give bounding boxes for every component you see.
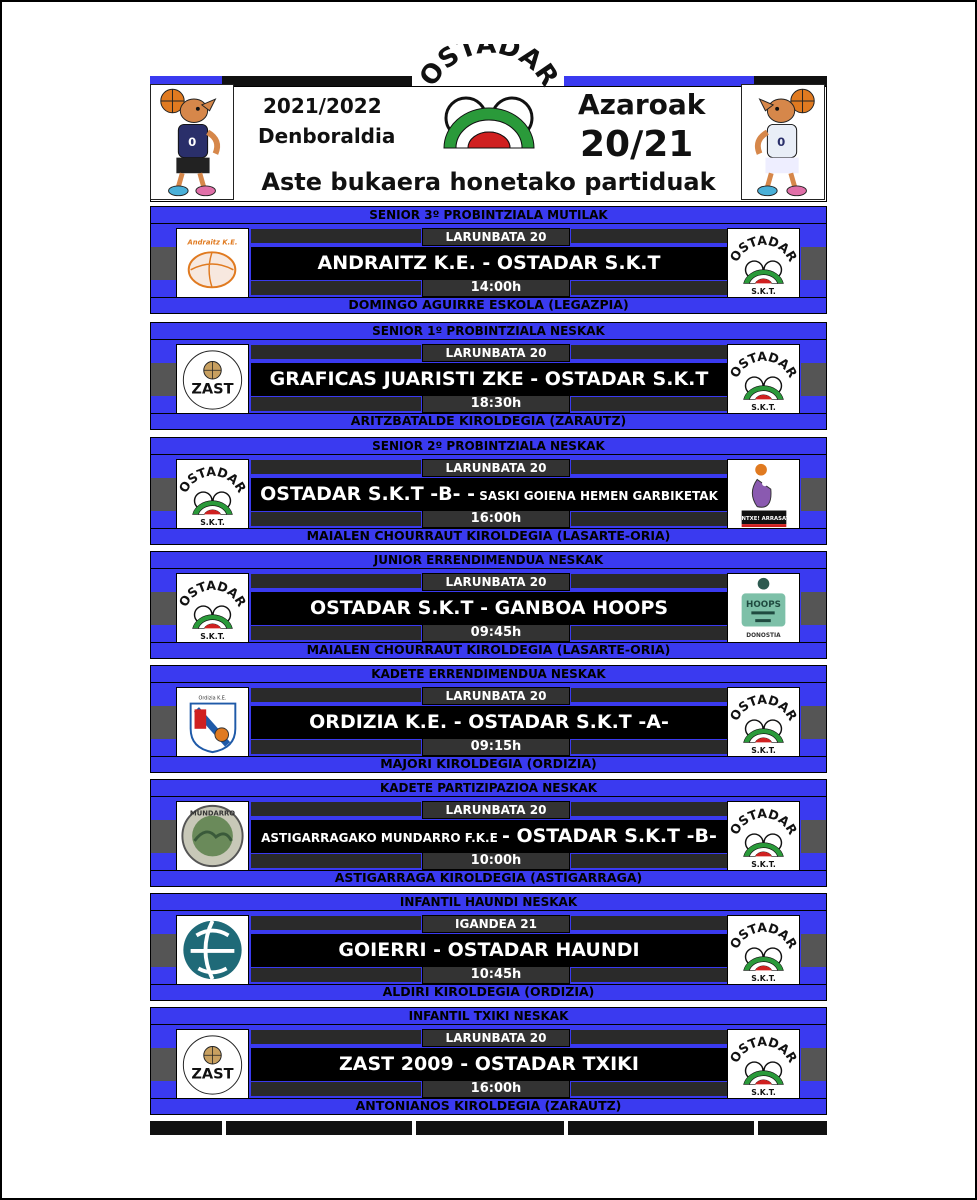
ostadar-badge-text: OSTADAR [728, 348, 799, 381]
time-label: 16:00h [422, 1080, 570, 1098]
top-stripe [222, 76, 412, 86]
season-sub-label: Denboraldia [258, 124, 396, 148]
category-bar [151, 1008, 826, 1025]
bottom-stripe [416, 1121, 564, 1135]
ostadar-main-logo [414, 44, 564, 156]
lane-stripe [571, 281, 727, 295]
day-label: IGANDEA 21 [422, 915, 570, 933]
bottom-stripe [150, 1121, 222, 1135]
match-bar [251, 820, 727, 853]
lane-stripe [571, 397, 727, 411]
ostadar-logo [727, 1029, 800, 1099]
side-band [801, 592, 826, 625]
category-bar [151, 894, 826, 911]
match-title: OSTADAR S.K.T - GANBOA HOOPS [309, 597, 669, 619]
venue-label: ARITZBATALDE KIROLDEGIA (ZARAUTZ) [350, 413, 627, 428]
lane-stripe [251, 740, 421, 754]
lane-stripe [251, 854, 421, 868]
ostadar-badge-sub: S.K.T. [751, 746, 776, 756]
category-bar [151, 207, 826, 224]
day-label: LARUNBATA 20 [422, 344, 570, 362]
venue-label: MAJORI KIROLDEGIA (ORDIZIA) [380, 756, 597, 771]
venue-label: DOMINGO AGUIRRE ESKOLA (LEGAZPIA) [348, 297, 629, 312]
venue-bar [151, 528, 826, 544]
side-band [151, 934, 176, 967]
side-band [801, 1048, 826, 1081]
bottom-stripe [226, 1121, 412, 1135]
venue-bar [151, 413, 826, 429]
side-band [801, 478, 826, 511]
lane-stripe [571, 1030, 727, 1044]
svg-text:OSTADAR [728, 806, 799, 838]
lane-stripe [571, 512, 727, 526]
lane-stripe [251, 1030, 421, 1044]
match-bar [251, 247, 727, 280]
zast-logo-text: ZAST [191, 380, 234, 398]
ostadar-badge-text: OSTADAR [728, 805, 799, 838]
ostadar-badge-sub: S.K.T. [751, 860, 776, 870]
lane-stripe [251, 229, 421, 243]
ostadar-logo [176, 573, 249, 643]
match-block [150, 1007, 827, 1115]
category-label: INFANTIL TXIKI NESKAK [408, 1009, 569, 1023]
lane-stripe [251, 916, 421, 930]
ostadar-badge-text: OSTADAR [728, 691, 799, 724]
match-bar [251, 706, 727, 739]
ostadar-badge-sub: S.K.T. [200, 632, 225, 642]
lane-stripe [571, 916, 727, 930]
match-bar [251, 934, 727, 967]
svg-text:0: 0 [188, 134, 197, 149]
time-label: 14:00h [422, 279, 570, 297]
side-band [801, 363, 826, 396]
lane-stripe [251, 574, 421, 588]
side-band [151, 478, 176, 511]
lane-stripe [251, 626, 421, 640]
bottom-stripe [758, 1121, 827, 1135]
lane-stripe [571, 1082, 727, 1096]
category-bar [151, 552, 826, 569]
lane-stripe [571, 688, 727, 702]
ostadar-badge-sub: S.K.T. [751, 974, 776, 984]
match-bar [251, 363, 727, 396]
time-label: 16:00h [422, 510, 570, 528]
lane-stripe [251, 688, 421, 702]
lane-stripe [571, 345, 727, 359]
ostadar-logo [727, 801, 800, 871]
svg-text:OSTADAR [728, 920, 799, 952]
category-label: JUNIOR ERRENDIMENDUA NESKAK [373, 553, 604, 567]
category-bar [151, 666, 826, 683]
ostadar-badge-text: OSTADAR [728, 919, 799, 952]
match-bar [251, 1048, 727, 1081]
ostadar-badge-sub: S.K.T. [751, 287, 776, 297]
lane-stripe [571, 229, 727, 243]
svg-text:OSTADAR [728, 692, 799, 724]
match-title: ORDIZIA K.E. - OSTADAR S.K.T -A- [309, 711, 669, 733]
category-label: SENIOR 2º PROBINTZIALA NESKAK [372, 439, 605, 453]
mundarro-logo-text: MUNDARRO [189, 809, 236, 818]
zast-logo [176, 1029, 249, 1099]
match-block [150, 437, 827, 545]
lane-stripe [251, 281, 421, 295]
match-title: ZAST 2009 - OSTADAR TXIKI [339, 1053, 639, 1075]
day-label: LARUNBATA 20 [422, 687, 570, 705]
match-block [150, 893, 827, 1001]
category-bar [151, 780, 826, 797]
match-bar [251, 478, 727, 511]
ostadar-badge-text: OSTADAR [177, 463, 248, 496]
side-band [151, 247, 176, 280]
side-band [801, 934, 826, 967]
venue-bar [151, 1098, 826, 1114]
lane-stripe [571, 854, 727, 868]
lane-stripe [571, 574, 727, 588]
side-band [151, 363, 176, 396]
match-title: GOIERRI - OSTADAR HAUNDI [338, 939, 640, 961]
lane-stripe [251, 802, 421, 816]
lane-stripe [571, 740, 727, 754]
time-label: 18:30h [422, 395, 570, 413]
month-label: Azaroak [578, 88, 706, 121]
match-bar [251, 592, 727, 625]
saski-goiena-logo-text: OINTXE! ARRASATE [735, 516, 793, 523]
venue-label: ASTIGARRAGA KIROLDEGIA (ASTIGARRAGA) [334, 870, 643, 885]
match-title: OSTADAR S.K.T -B- - [260, 483, 476, 505]
venue-bar [151, 870, 826, 886]
venue-bar [151, 984, 826, 1000]
lane-stripe [251, 968, 421, 982]
ostadar-logo [727, 228, 800, 298]
goierri-logo [176, 915, 249, 985]
day-label: LARUNBATA 20 [422, 228, 570, 246]
match-title-small: SASKI GOIENA HEMEN GARBIKETAK [475, 489, 718, 503]
ostadar-badge-sub: S.K.T. [751, 1088, 776, 1098]
ostadar-badge-text: OSTADAR [728, 1033, 799, 1066]
ostadar-badge-text: OSTADAR [177, 577, 248, 610]
venue-label: MAIALEN CHOURRAUT KIROLDEGIA (LASARTE-ORIA) [306, 528, 671, 543]
lane-stripe [251, 1082, 421, 1096]
lane-stripe [571, 802, 727, 816]
svg-text:0: 0 [777, 134, 786, 149]
svg-text:OSTADAR [728, 1034, 799, 1066]
day-label: LARUNBATA 20 [422, 573, 570, 591]
category-label: SENIOR 3º PROBINTZIALA MUTILAK [369, 208, 608, 222]
andraitz-logo [176, 228, 249, 298]
match-title: - OSTADAR S.K.T -B- [501, 825, 717, 847]
headline: Aste bukaera honetako partiduak [261, 168, 716, 196]
svg-text:OSTADAR [728, 233, 799, 265]
venue-bar [151, 756, 826, 772]
svg-text:OSTADAR [177, 578, 248, 610]
svg-text:OSTADAR [728, 349, 799, 381]
category-bar [151, 438, 826, 455]
saski-goiena-logo [727, 459, 800, 529]
season-label: 2021/2022 [263, 94, 382, 118]
day-label: LARUNBATA 20 [422, 1029, 570, 1047]
match-block [150, 779, 827, 887]
match-block [150, 322, 827, 430]
andraitz-logo-text: Andraitz K.E. [187, 238, 238, 247]
ostadar-badge-sub: S.K.T. [751, 403, 776, 413]
time-label: 10:45h [422, 966, 570, 984]
side-band [801, 706, 826, 739]
svg-text:OSTADAR [177, 464, 248, 496]
lane-stripe [251, 460, 421, 474]
top-stripe [564, 76, 754, 86]
bottom-stripe [568, 1121, 754, 1135]
time-label: 09:45h [422, 624, 570, 642]
hoops-logo-text: HOOPS [746, 600, 781, 611]
venue-bar [151, 642, 826, 658]
lane-stripe [571, 968, 727, 982]
zast-logo-text: ZAST [191, 1065, 234, 1083]
lane-stripe [251, 345, 421, 359]
time-label: 09:15h [422, 738, 570, 756]
time-label: 10:00h [422, 852, 570, 870]
day-label: LARUNBATA 20 [422, 459, 570, 477]
category-label: KADETE ERRENDIMENDUA NESKAK [371, 667, 606, 681]
category-bar [151, 323, 826, 340]
ostadar-badge-sub: S.K.T. [200, 518, 225, 528]
dates-label: 20/21 [580, 124, 694, 165]
venue-bar [151, 297, 826, 313]
side-band [151, 820, 176, 853]
ostadar-badge-text: OSTADAR [728, 232, 799, 265]
venue-label: ALDIRI KIROLDEGIA (ORDIZIA) [382, 984, 595, 999]
lane-stripe [571, 460, 727, 474]
ostadar-logo [727, 915, 800, 985]
match-title-small: ASTIGARRAGAKO MUNDARRO F.K.E [261, 831, 502, 845]
hoops-logo [727, 573, 800, 643]
side-band [151, 592, 176, 625]
mundarro-logo [176, 801, 249, 871]
svg-text:OSTADAR [414, 44, 564, 92]
ostadar-logo-text: OSTADAR [414, 44, 564, 92]
lane-stripe [571, 626, 727, 640]
day-label: LARUNBATA 20 [422, 801, 570, 819]
match-title: GRAFICAS JUARISTI ZKE - OSTADAR S.K.T [269, 368, 709, 390]
side-band [801, 247, 826, 280]
match-block [150, 206, 827, 314]
venue-label: MAIALEN CHOURRAUT KIROLDEGIA (LASARTE-ORIA) [306, 642, 671, 657]
side-band [151, 706, 176, 739]
ordizia-logo [176, 687, 249, 757]
lane-stripe [251, 397, 421, 411]
match-block [150, 665, 827, 773]
venue-label: ANTONIANOS KIROLDEGIA (ZARAUTZ) [355, 1098, 622, 1113]
ostadar-logo [176, 459, 249, 529]
ordizia-logo-text: Ordizia K.E. [198, 695, 227, 702]
side-band [151, 1048, 176, 1081]
zast-logo [176, 344, 249, 414]
category-label: SENIOR 1º PROBINTZIALA NESKAK [372, 324, 605, 338]
category-label: INFANTIL HAUNDI NESKAK [399, 895, 578, 909]
category-label: KADETE PARTIZIPAZIOA NESKAK [379, 781, 598, 795]
ostadar-logo [727, 687, 800, 757]
hoops-logo-sub: DONOSTIA [746, 633, 781, 640]
match-title: ANDRAITZ K.E. - OSTADAR S.K.T [317, 252, 661, 274]
lane-stripe [251, 512, 421, 526]
ostadar-logo [727, 344, 800, 414]
side-band [801, 820, 826, 853]
match-block [150, 551, 827, 659]
